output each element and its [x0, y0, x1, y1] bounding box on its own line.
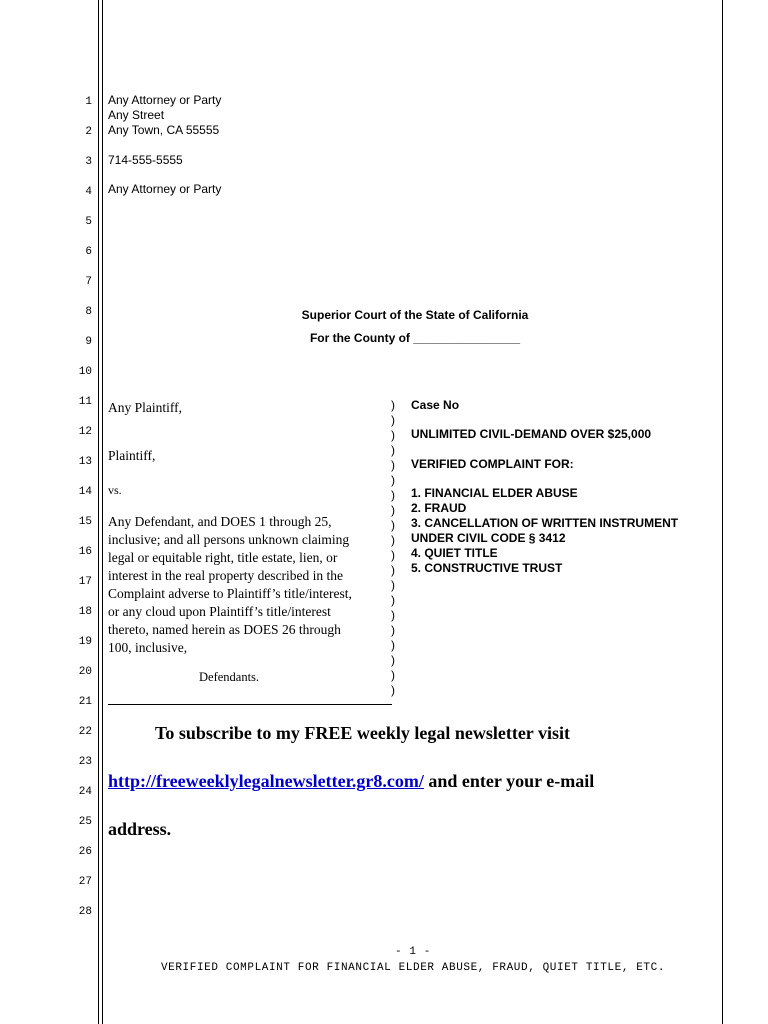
causes-of-action [411, 486, 678, 576]
line-number: 14 [78, 486, 92, 498]
footer-title: VERIFIED COMPLAINT FOR FINANCIAL ELDER ABUSE, FRAUD, QUIET TITLE, ETC. [160, 962, 666, 974]
caption-paren: ) [391, 683, 395, 697]
line-number: 3 [85, 156, 92, 168]
caption-paren: ) [391, 563, 395, 577]
cause-item: 5. CONSTRUCTIVE TRUST [411, 561, 563, 575]
line-number: 26 [78, 846, 92, 858]
left-margin-rule-inner [102, 0, 103, 1024]
line-number: 9 [85, 336, 92, 348]
caption-paren: ) [391, 473, 395, 487]
defendants-line: thereto, named herein as DOES 26 through [108, 622, 341, 637]
caption-paren: ) [391, 608, 395, 622]
caption-paren: ) [391, 623, 395, 637]
line-number: 25 [78, 816, 92, 828]
caption-parentheses [391, 398, 401, 698]
caption-paren: ) [391, 503, 395, 517]
caption-bottom-rule [108, 704, 392, 705]
case-number-label: Case No [411, 398, 460, 412]
civil-demand: UNLIMITED CIVIL-DEMAND OVER $25,000 [411, 427, 652, 441]
page-number: - 1 - [394, 946, 431, 958]
address-text: address. [108, 819, 172, 839]
complaint-for-heading: VERIFIED COMPLAINT FOR: [411, 457, 574, 471]
defendants-line: inclusive; and all persons unknown claiming [108, 532, 350, 547]
plaintiff-name: Any Plaintiff, [108, 400, 182, 415]
court-name: Superior Court of the State of California [301, 308, 529, 322]
line-number: 8 [85, 306, 92, 318]
caption-paren: ) [391, 548, 395, 562]
line-number: 6 [85, 246, 92, 258]
defendants-description [108, 513, 352, 657]
caption-paren: ) [391, 638, 395, 652]
line-number: 12 [78, 426, 92, 438]
line-number: 5 [85, 216, 92, 228]
defendants-line: Any Defendant, and DOES 1 through 25, [108, 514, 332, 529]
cause-item: 3. CANCELLATION OF WRITTEN INSTRUMENT [411, 516, 679, 530]
caption-paren: ) [391, 428, 395, 442]
attorney-city: Any Town, CA 55555 [108, 123, 220, 137]
caption-paren: ) [391, 668, 395, 682]
cause-item: 2. FRAUD [411, 501, 467, 515]
line-number: 19 [78, 636, 92, 648]
defendants-role: Defendants. [199, 670, 260, 684]
attorney-name: Any Attorney or Party [108, 93, 222, 107]
line-number: 7 [85, 276, 92, 288]
line-number: 27 [78, 876, 92, 888]
defendants-line: 100, inclusive, [108, 640, 188, 655]
versus: vs. [108, 483, 122, 497]
caption-paren: ) [391, 398, 395, 412]
line-number: 24 [78, 786, 92, 798]
attorney-phone: 714-555-5555 [108, 153, 183, 167]
cause-item: UNDER CIVIL CODE § 3412 [411, 531, 566, 545]
defendants-line: legal or equitable right, title estate, lien, or [108, 550, 338, 565]
line-number: 18 [78, 606, 92, 618]
line-number: 23 [78, 756, 92, 768]
caption-paren: ) [391, 533, 395, 547]
right-margin-rule [722, 0, 723, 1024]
line-number: 22 [78, 726, 92, 738]
newsletter-line [108, 771, 594, 792]
defendants-line: Complaint adverse to Plaintiff’s title/interest, [108, 586, 352, 601]
line-number: 10 [78, 366, 92, 378]
attorney-block [108, 93, 221, 138]
line-number: 13 [78, 456, 92, 468]
caption-paren: ) [391, 653, 395, 667]
line-number: 28 [78, 906, 92, 918]
caption-paren: ) [391, 518, 395, 532]
caption-paren: ) [391, 413, 395, 427]
after-link-text: and enter your e-mail [423, 771, 595, 791]
line-number: 1 [85, 96, 92, 108]
defendants-line: or any cloud upon Plaintiff’s title/interest [108, 604, 331, 619]
court-county: For the County of ________________ [309, 331, 521, 345]
attorney-street: Any Street [108, 108, 165, 122]
newsletter-link[interactable]: http://freeweeklylegalnewsletter.gr8.com/ [108, 771, 424, 791]
cause-item: 1. FINANCIAL ELDER ABUSE [411, 486, 578, 500]
caption-paren: ) [391, 593, 395, 607]
attorney-for: Any Attorney or Party [108, 182, 222, 196]
subscribe-text: To subscribe to my FREE weekly legal newsletter visit [155, 723, 570, 743]
left-margin-rule-outer [98, 0, 99, 1024]
caption-paren: ) [391, 488, 395, 502]
line-number: 20 [78, 666, 92, 678]
plaintiff-role: Plaintiff, [108, 448, 156, 463]
defendants-line: interest in the real property described in the [108, 568, 344, 583]
line-number: 16 [78, 546, 92, 558]
line-number: 21 [78, 696, 92, 708]
caption-paren: ) [391, 443, 395, 457]
caption-paren: ) [391, 578, 395, 592]
line-number: 15 [78, 516, 92, 528]
line-number: 2 [85, 126, 92, 138]
caption-paren: ) [391, 458, 395, 472]
line-number: 11 [78, 396, 92, 408]
line-number: 17 [78, 576, 92, 588]
cause-item: 4. QUIET TITLE [411, 546, 498, 560]
line-number: 4 [85, 186, 92, 198]
